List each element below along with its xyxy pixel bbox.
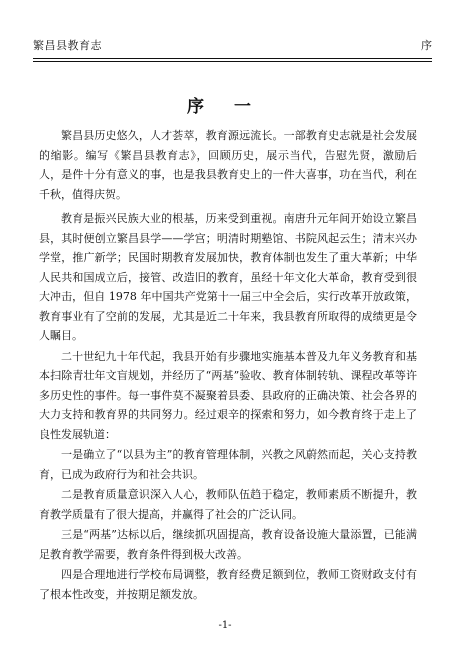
- page-number: -1-: [218, 620, 232, 631]
- paragraph-3: 二十世纪九十年代起，我县开始有步骤地实施基本普及九年义务教育和基本扫除青壮年文盲规划，并经历了“两基”验收、教育体制转轨、课程改革等许多历史性的事件。每一事件莫不凝聚着县委、县政府的正确决策、社会各界的大力支持和教育界的共同努力。经过艰辛的探索和努力，如今教育终于走上了良性发展轨道：: [39, 349, 417, 441]
- paragraph-2: 教育是振兴民族大业的根基，历来受到重视。南唐升元年间开始设立繁昌县，其时便创立繁昌县学——学宫；明清时期塾馆、书院风起云生；清末兴办学堂，推广新学；民国时期教育发展加快，教育体制也发生了重大革新；中华人民共和国成立后，接管、改造旧的教育，虽经十年文化大革命，教育受到很大冲击，但自 1978 年中国共产党第十一届三中全会后，实行改革开放政策，教育事业有了空前的发展，尤其是近二十年来，我县教育所取得的成绩更是令人瞩目。: [39, 212, 417, 342]
- header-section: 序: [421, 39, 432, 52]
- paragraph-1: 繁昌县历史悠久，人才荟萃，教育源远流长。一部教育史志就是社会发展的缩影。编写《繁昌县教育志》，回顾历史，展示当代，告慰先贤，激励后人，是件十分有意义的事，也是我县教育史上的一件大喜事，功在当代，利在千秋，值得庆贺。: [39, 129, 417, 201]
- header-book-title: 繁昌县教育志: [33, 39, 102, 52]
- header-rule-thin: [33, 61, 432, 62]
- paragraph-5: 二是教育质量意识深入人心，教师队伍趋于稳定，教师素质不断提升，教育教学质量有了很大提高，并赢得了社会的广泛认同。: [39, 488, 417, 521]
- running-header: [33, 34, 432, 54]
- paragraph-7: 四是合理地进行学校布局调整，教育经费足额到位，教师工资财政支付有了根本性改变，并按期足额发放。: [39, 568, 417, 601]
- paragraph-4: 一是确立了“以县为主”的教育管理体制，兴教之风蔚然而起，关心支持教育，已成为政府行为和社会共识。: [39, 448, 417, 481]
- body-text: [39, 126, 417, 604]
- page-title: 序 一: [187, 97, 263, 117]
- paragraph-6: 三是“两基”达标以后，继续抓巩固提高，教育设备设施大量添置，已能满足教育教学需要，教育条件得到极大改善。: [39, 528, 417, 561]
- header-rule-thick: [33, 58, 432, 59]
